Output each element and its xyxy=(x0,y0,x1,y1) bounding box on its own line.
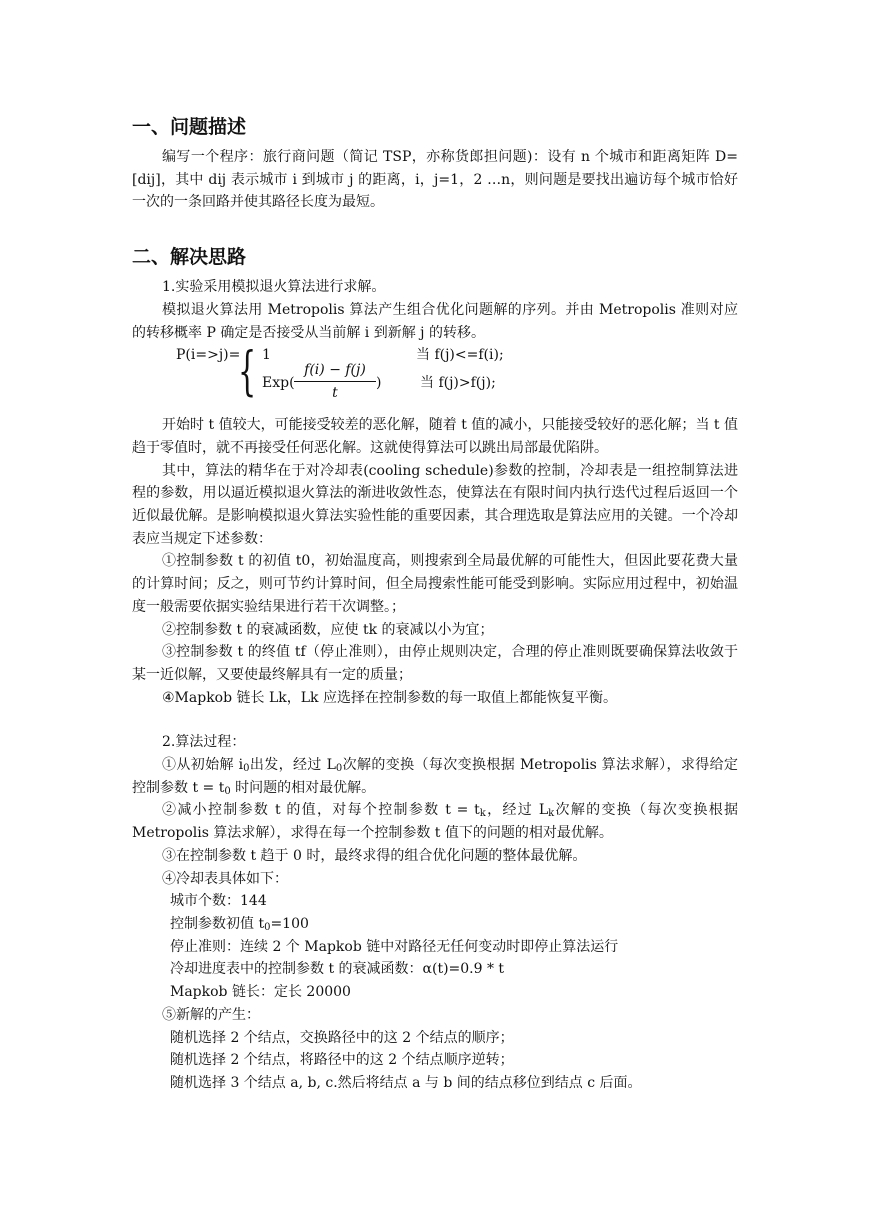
algorithm-step-5: ⑤新解的产生： xyxy=(162,1006,260,1023)
spacer xyxy=(132,709,738,731)
cooling-decay-function: 冷却进度表中的控制参数 t 的衰减函数：α(t)=0.9 * t xyxy=(170,961,505,978)
cooling-cities: 城市个数：144 xyxy=(170,893,267,910)
problem-description-paragraph: 编写一个程序：旅行商问题（简记 TSP，亦称货郎担问题)：设有 n 个城市和距离矩阵 D=[dij]，其中 dij 表示城市 i 到城市 j 的距离，i，j=1，2 …n，则问题是要找出遍访每个城市恰好一次的一条回路并使其路径长度为最短。 xyxy=(132,149,738,211)
formula-lhs: P(i=>j)= xyxy=(176,347,241,364)
formula-fraction xyxy=(294,360,376,403)
formula-case1-condition: 当 f(j)<=f(i); xyxy=(416,347,504,364)
algorithm-step-2: ②减小控制参数 t 的值，对每个控制参数 $t = t_k$，经过 $L_k$次解的变换（每次变换根据 Metropolis 算法求解），求得在每一个控制参数 t 值下的问题的相对最优解。 xyxy=(132,802,739,842)
formula-numerator: f(i) − f(j) xyxy=(294,360,376,382)
param-initial-value: ①控制参数 t 的初值 t0，初始温度高，则搜索到全局最优解的可能性大，但因此要花费大量的计算时间；反之，则可节约计算时间，但全局搜索性能可能受到影响。实际应用过程中，初始温度一般需要依据实验结果进行若干次调整。； xyxy=(132,553,738,615)
param-decay-function: ②控制参数 t 的衰减函数，应使 tk 的衰减以小为宜； xyxy=(162,621,494,638)
formula-case1-value: 1 xyxy=(262,347,271,364)
param-chain-length: ④Mapkob 链长 Lk，Lk 应选择在控制参数的每一取值上都能恢复平衡。 xyxy=(162,689,617,706)
section-heading-approach: 二、解决思路 xyxy=(132,246,247,269)
cooling-chain-length: Mapkob 链长：定长 20000 xyxy=(170,984,351,1001)
param-final-value: ③控制参数 t 的终值 tf（停止准则），由停止规则决定，合理的停止准则既要确保算法收敛于某一近似解，又要使最终解具有一定的质量； xyxy=(132,644,738,683)
document-content xyxy=(132,112,738,1095)
algorithm-step-4: ④冷却表具体如下： xyxy=(162,870,288,887)
cooling-schedule-paragraph: 其中，算法的精华在于对冷却表(cooling schedule)参数的控制，冷却表是一组控制算法进程的参数，用以逼近模拟退火算法的渐进收敛性态，使算法在有限时间内执行迭代过程后返回一个近似最优解。是影响模拟退火算法实验性能的重要因素，其合理选取是算法应用的关键。一个冷却表应当规定下述参数： xyxy=(132,462,738,547)
algorithm-process-title: 2.算法过程： xyxy=(162,734,246,751)
method-title: 1.实验采用模拟退火算法进行求解。 xyxy=(162,279,386,296)
formula-denominator: t xyxy=(332,385,338,402)
new-solution-item: 随机选择 3 个结点 a, b, c.然后将结点 a 与 b 间的结点移位到结点 c 后面。 xyxy=(170,1074,642,1091)
cooling-initial-temp: 控制参数初值 $t_0=100$ xyxy=(170,915,309,933)
formula-case2-suffix: ) xyxy=(376,375,382,392)
formula-case2-condition: 当 f(j)>f(j); xyxy=(420,375,496,392)
algorithm-step-3: ③在控制参数 t 趋于 0 时，最终求得的组合优化问题的整体最优解。 xyxy=(162,847,587,864)
cooling-stop-criterion: 停止准则：连续 2 个 Mapkob 链中对路径无任何变动时即停止算法运行 xyxy=(170,938,619,955)
new-solution-item: 随机选择 2 个结点，将路径中的这 2 个结点顺序逆转； xyxy=(170,1052,514,1069)
new-solution-item: 随机选择 2 个结点，交换路径中的这 2 个结点的顺序； xyxy=(170,1029,514,1046)
transition-probability-formula xyxy=(132,344,738,414)
algorithm-step-1: ①从初始解 $i_0$出发，经过 $L_0$次解的变换（每次变换根据 Metropolis 算法求解），求得给定控制参数 $t = t_0$ 时问题的相对最优解。 xyxy=(132,757,739,797)
formula-case2-prefix: Exp( xyxy=(262,375,295,392)
section-heading-problem: 一、问题描述 xyxy=(132,116,247,138)
formula-brace: { xyxy=(238,342,257,403)
annealing-behavior-paragraph: 开始时 t 值较大，可能接受较差的恶化解，随着 t 值的减小，只能接受较好的恶化解；当 t 值趋于零值时，就不再接受任何恶化解。这就使得算法可以跳出局部最优陷阱。 xyxy=(132,417,738,456)
metropolis-paragraph: 模拟退火算法用 Metropolis 算法产生组合优化问题解的序列。并由 Metropolis 准则对应的转移概率 P 确定是否接受从当前解 i 到新解 j 的转移。 xyxy=(132,301,738,341)
